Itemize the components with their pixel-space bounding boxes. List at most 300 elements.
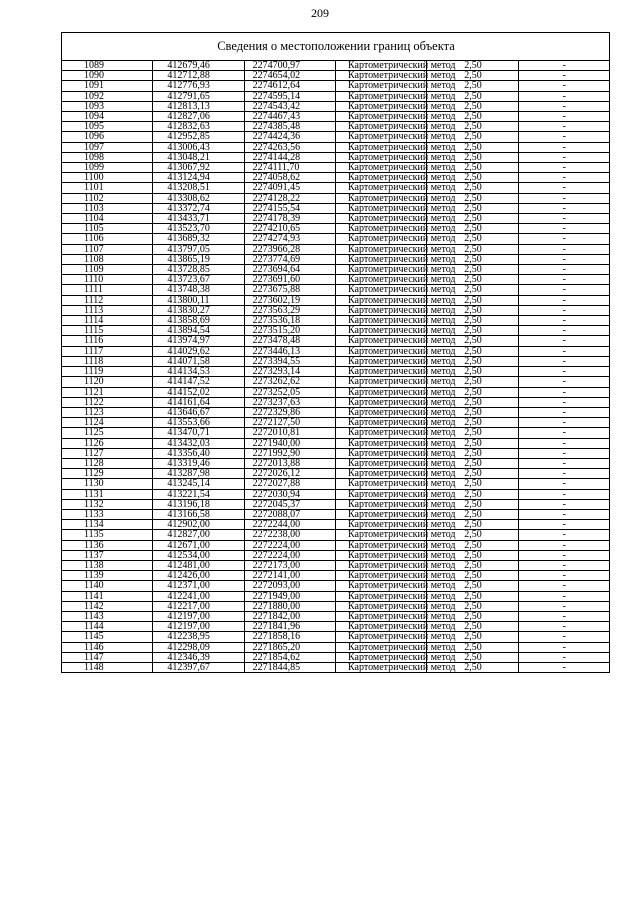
cell-accuracy: 2,50 xyxy=(427,71,518,81)
cell-accuracy: 2,50 xyxy=(427,571,518,581)
cell-method: Картометрический метод xyxy=(335,601,426,611)
cell-method: Картометрический метод xyxy=(335,509,426,519)
cell-description: - xyxy=(518,611,609,621)
table-row xyxy=(62,234,610,244)
cell-point-number: 1128 xyxy=(62,458,153,468)
cell-point-number: 1129 xyxy=(62,469,153,479)
cell-point-number: 1113 xyxy=(62,305,153,315)
cell-description: - xyxy=(518,122,609,132)
cell-coord-x: 413689,32 xyxy=(153,234,244,244)
cell-description: - xyxy=(518,601,609,611)
table-row xyxy=(62,244,610,254)
cell-coord-y: 2274091,45 xyxy=(244,183,335,193)
cell-description: - xyxy=(518,336,609,346)
table-row xyxy=(62,448,610,458)
table-row xyxy=(62,560,610,570)
cell-description: - xyxy=(518,265,609,275)
cell-point-number: 1123 xyxy=(62,407,153,417)
cell-point-number: 1093 xyxy=(62,101,153,111)
cell-coord-x: 412832,63 xyxy=(153,122,244,132)
cell-point-number: 1130 xyxy=(62,479,153,489)
cell-description: - xyxy=(518,367,609,377)
cell-point-number: 1115 xyxy=(62,326,153,336)
cell-accuracy: 2,50 xyxy=(427,193,518,203)
table-row xyxy=(62,418,610,428)
cell-point-number: 1107 xyxy=(62,244,153,254)
cell-coord-y: 2273536,18 xyxy=(244,316,335,326)
cell-method: Картометрический метод xyxy=(335,581,426,591)
cell-accuracy: 2,50 xyxy=(427,295,518,305)
table-row xyxy=(62,81,610,91)
cell-method: Картометрический метод xyxy=(335,418,426,428)
table-row xyxy=(62,662,610,672)
cell-method: Картометрический метод xyxy=(335,254,426,264)
table-row xyxy=(62,550,610,560)
cell-method: Картометрический метод xyxy=(335,387,426,397)
cell-description: - xyxy=(518,662,609,672)
cell-method: Картометрический метод xyxy=(335,336,426,346)
table-row xyxy=(62,101,610,111)
cell-coord-y: 2274612,64 xyxy=(244,81,335,91)
cell-accuracy: 2,50 xyxy=(427,601,518,611)
table-row xyxy=(62,112,610,122)
cell-method: Картометрический метод xyxy=(335,550,426,560)
cell-accuracy: 2,50 xyxy=(427,611,518,621)
cell-method: Картометрический метод xyxy=(335,244,426,254)
cell-description: - xyxy=(518,183,609,193)
cell-accuracy: 2,50 xyxy=(427,377,518,387)
table-row xyxy=(62,122,610,132)
cell-description: - xyxy=(518,193,609,203)
cell-description: - xyxy=(518,448,609,458)
cell-point-number: 1140 xyxy=(62,581,153,591)
cell-description: - xyxy=(518,560,609,570)
cell-accuracy: 2,50 xyxy=(427,367,518,377)
cell-coord-x: 412776,93 xyxy=(153,81,244,91)
table-row xyxy=(62,581,610,591)
cell-coord-y: 2272238,00 xyxy=(244,530,335,540)
table-row xyxy=(62,91,610,101)
cell-point-number: 1117 xyxy=(62,346,153,356)
cell-coord-y: 2273252,05 xyxy=(244,387,335,397)
cell-coord-y: 2274595,14 xyxy=(244,91,335,101)
cell-point-number: 1120 xyxy=(62,377,153,387)
cell-description: - xyxy=(518,581,609,591)
cell-accuracy: 2,50 xyxy=(427,520,518,530)
cell-description: - xyxy=(518,520,609,530)
table-row xyxy=(62,163,610,173)
cell-coord-x: 412813,13 xyxy=(153,101,244,111)
table-row xyxy=(62,326,610,336)
cell-accuracy: 2,50 xyxy=(427,101,518,111)
cell-description: - xyxy=(518,418,609,428)
cell-point-number: 1091 xyxy=(62,81,153,91)
table-row xyxy=(62,520,610,530)
cell-point-number: 1141 xyxy=(62,591,153,601)
cell-coord-x: 414071,58 xyxy=(153,356,244,366)
cell-method: Картометрический метод xyxy=(335,479,426,489)
cell-point-number: 1104 xyxy=(62,214,153,224)
cell-description: - xyxy=(518,489,609,499)
cell-coord-x: 413830,27 xyxy=(153,305,244,315)
cell-coord-x: 412241,00 xyxy=(153,591,244,601)
cell-accuracy: 2,50 xyxy=(427,285,518,295)
cell-accuracy: 2,50 xyxy=(427,152,518,162)
cell-method: Картометрический метод xyxy=(335,458,426,468)
table-row xyxy=(62,71,610,81)
cell-coord-x: 412481,00 xyxy=(153,560,244,570)
cell-method: Картометрический метод xyxy=(335,71,426,81)
cell-method: Картометрический метод xyxy=(335,407,426,417)
cell-method: Картометрический метод xyxy=(335,183,426,193)
cell-coord-x: 412397,67 xyxy=(153,662,244,672)
cell-method: Картометрический метод xyxy=(335,662,426,672)
cell-coord-y: 2271854,62 xyxy=(244,652,335,662)
cell-method: Картометрический метод xyxy=(335,163,426,173)
cell-accuracy: 2,50 xyxy=(427,183,518,193)
cell-coord-x: 413858,69 xyxy=(153,316,244,326)
cell-description: - xyxy=(518,112,609,122)
cell-accuracy: 2,50 xyxy=(427,560,518,570)
cell-description: - xyxy=(518,234,609,244)
cell-point-number: 1121 xyxy=(62,387,153,397)
table-row xyxy=(62,642,610,652)
cell-accuracy: 2,50 xyxy=(427,326,518,336)
cell-point-number: 1144 xyxy=(62,622,153,632)
table-row xyxy=(62,152,610,162)
cell-method: Картометрический метод xyxy=(335,91,426,101)
table-row xyxy=(62,479,610,489)
cell-description: - xyxy=(518,295,609,305)
cell-method: Картометрический метод xyxy=(335,326,426,336)
cell-description: - xyxy=(518,163,609,173)
cell-coord-x: 414134,53 xyxy=(153,367,244,377)
cell-coord-x: 412827,06 xyxy=(153,112,244,122)
cell-point-number: 1109 xyxy=(62,265,153,275)
cell-description: - xyxy=(518,397,609,407)
cell-method: Картометрический метод xyxy=(335,632,426,642)
cell-point-number: 1108 xyxy=(62,254,153,264)
cell-coord-x: 413124,94 xyxy=(153,173,244,183)
cell-point-number: 1148 xyxy=(62,662,153,672)
cell-coord-x: 412712,88 xyxy=(153,71,244,81)
table-row xyxy=(62,142,610,152)
cell-coord-y: 2274128,22 xyxy=(244,193,335,203)
cell-coord-y: 2272224,00 xyxy=(244,540,335,550)
cell-description: - xyxy=(518,71,609,81)
cell-accuracy: 2,50 xyxy=(427,275,518,285)
cell-method: Картометрический метод xyxy=(335,652,426,662)
cell-coord-y: 2271880,00 xyxy=(244,601,335,611)
cell-coord-y: 2274155,54 xyxy=(244,203,335,213)
cell-method: Картометрический метод xyxy=(335,611,426,621)
table-row xyxy=(62,530,610,540)
cell-method: Картометрический метод xyxy=(335,173,426,183)
cell-accuracy: 2,50 xyxy=(427,438,518,448)
cell-method: Картометрический метод xyxy=(335,530,426,540)
cell-accuracy: 2,50 xyxy=(427,122,518,132)
cell-accuracy: 2,50 xyxy=(427,581,518,591)
table-title: Сведения о местоположении границ объекта xyxy=(62,33,610,61)
cell-accuracy: 2,50 xyxy=(427,254,518,264)
cell-description: - xyxy=(518,254,609,264)
cell-accuracy: 2,50 xyxy=(427,336,518,346)
cell-coord-x: 413245,14 xyxy=(153,479,244,489)
cell-description: - xyxy=(518,387,609,397)
cell-method: Картометрический метод xyxy=(335,214,426,224)
cell-point-number: 1099 xyxy=(62,163,153,173)
cell-description: - xyxy=(518,509,609,519)
cell-coord-x: 413523,70 xyxy=(153,224,244,234)
table-row xyxy=(62,499,610,509)
table-row xyxy=(62,285,610,295)
cell-coord-y: 2272127,50 xyxy=(244,418,335,428)
cell-accuracy: 2,50 xyxy=(427,234,518,244)
table-row xyxy=(62,275,610,285)
cell-coord-x: 413067,92 xyxy=(153,163,244,173)
cell-accuracy: 2,50 xyxy=(427,346,518,356)
cell-coord-y: 2274210,65 xyxy=(244,224,335,234)
cell-coord-x: 413800,11 xyxy=(153,295,244,305)
cell-method: Картометрический метод xyxy=(335,285,426,295)
cell-method: Картометрический метод xyxy=(335,622,426,632)
cell-point-number: 1101 xyxy=(62,183,153,193)
cell-coord-y: 2273515,20 xyxy=(244,326,335,336)
cell-coord-y: 2273694,64 xyxy=(244,265,335,275)
cell-method: Картометрический метод xyxy=(335,122,426,132)
cell-accuracy: 2,50 xyxy=(427,489,518,499)
cell-coord-x: 412371,00 xyxy=(153,581,244,591)
boundary-table xyxy=(61,32,610,673)
cell-point-number: 1124 xyxy=(62,418,153,428)
cell-point-number: 1137 xyxy=(62,550,153,560)
cell-method: Картометрический метод xyxy=(335,397,426,407)
cell-point-number: 1127 xyxy=(62,448,153,458)
table-row xyxy=(62,265,610,275)
cell-coord-y: 2271865,20 xyxy=(244,642,335,652)
cell-description: - xyxy=(518,173,609,183)
cell-coord-y: 2271844,85 xyxy=(244,662,335,672)
table-row xyxy=(62,387,610,397)
cell-point-number: 1095 xyxy=(62,122,153,132)
cell-method: Картометрический метод xyxy=(335,377,426,387)
table-row xyxy=(62,591,610,601)
cell-method: Картометрический метод xyxy=(335,448,426,458)
cell-method: Картометрический метод xyxy=(335,203,426,213)
cell-point-number: 1112 xyxy=(62,295,153,305)
cell-coord-y: 2272329,86 xyxy=(244,407,335,417)
cell-method: Картометрический метод xyxy=(335,316,426,326)
cell-coord-x: 413221,54 xyxy=(153,489,244,499)
cell-accuracy: 2,50 xyxy=(427,418,518,428)
cell-method: Картометрический метод xyxy=(335,642,426,652)
cell-method: Картометрический метод xyxy=(335,356,426,366)
cell-accuracy: 2,50 xyxy=(427,173,518,183)
table-row xyxy=(62,407,610,417)
cell-accuracy: 2,50 xyxy=(427,540,518,550)
cell-method: Картометрический метод xyxy=(335,489,426,499)
cell-coord-y: 2272045,37 xyxy=(244,499,335,509)
cell-description: - xyxy=(518,285,609,295)
cell-point-number: 1111 xyxy=(62,285,153,295)
cell-point-number: 1135 xyxy=(62,530,153,540)
cell-accuracy: 2,50 xyxy=(427,265,518,275)
cell-coord-x: 413470,71 xyxy=(153,428,244,438)
cell-point-number: 1134 xyxy=(62,520,153,530)
cell-method: Картометрический метод xyxy=(335,499,426,509)
cell-point-number: 1090 xyxy=(62,71,153,81)
cell-coord-y: 2273563,29 xyxy=(244,305,335,315)
cell-description: - xyxy=(518,142,609,152)
cell-coord-y: 2273478,48 xyxy=(244,336,335,346)
cell-accuracy: 2,50 xyxy=(427,662,518,672)
cell-coord-x: 413319,46 xyxy=(153,458,244,468)
cell-accuracy: 2,50 xyxy=(427,530,518,540)
cell-method: Картометрический метод xyxy=(335,61,426,71)
cell-accuracy: 2,50 xyxy=(427,81,518,91)
table-row xyxy=(62,632,610,642)
cell-coord-x: 413356,40 xyxy=(153,448,244,458)
cell-coord-y: 2274700,97 xyxy=(244,61,335,71)
cell-coord-y: 2272027,88 xyxy=(244,479,335,489)
cell-method: Картометрический метод xyxy=(335,224,426,234)
cell-coord-y: 2273966,28 xyxy=(244,244,335,254)
cell-method: Картометрический метод xyxy=(335,540,426,550)
cell-accuracy: 2,50 xyxy=(427,407,518,417)
table-row xyxy=(62,652,610,662)
cell-coord-x: 413797,05 xyxy=(153,244,244,254)
cell-coord-y: 2273774,69 xyxy=(244,254,335,264)
cell-coord-x: 413308,62 xyxy=(153,193,244,203)
cell-point-number: 1122 xyxy=(62,397,153,407)
cell-point-number: 1146 xyxy=(62,642,153,652)
table-row xyxy=(62,469,610,479)
table-row xyxy=(62,254,610,264)
cell-coord-x: 412197,00 xyxy=(153,622,244,632)
cell-method: Картометрический метод xyxy=(335,346,426,356)
cell-coord-x: 412671,00 xyxy=(153,540,244,550)
cell-coord-y: 2273691,60 xyxy=(244,275,335,285)
cell-coord-y: 2274424,36 xyxy=(244,132,335,142)
cell-description: - xyxy=(518,224,609,234)
cell-coord-x: 414029,62 xyxy=(153,346,244,356)
cell-accuracy: 2,50 xyxy=(427,244,518,254)
cell-method: Картометрический метод xyxy=(335,265,426,275)
page-number: 209 xyxy=(311,6,329,20)
cell-point-number: 1096 xyxy=(62,132,153,142)
table-row xyxy=(62,214,610,224)
cell-method: Картометрический метод xyxy=(335,367,426,377)
cell-description: - xyxy=(518,540,609,550)
cell-coord-x: 413553,66 xyxy=(153,418,244,428)
cell-coord-x: 412217,00 xyxy=(153,601,244,611)
cell-method: Картометрический метод xyxy=(335,275,426,285)
table-row xyxy=(62,611,610,621)
cell-method: Картометрический метод xyxy=(335,438,426,448)
cell-coord-x: 413646,67 xyxy=(153,407,244,417)
cell-coord-x: 412679,46 xyxy=(153,61,244,71)
cell-coord-y: 2273675,88 xyxy=(244,285,335,295)
cell-description: - xyxy=(518,499,609,509)
cell-point-number: 1102 xyxy=(62,193,153,203)
table-row xyxy=(62,61,610,71)
cell-description: - xyxy=(518,346,609,356)
cell-description: - xyxy=(518,550,609,560)
cell-point-number: 1110 xyxy=(62,275,153,285)
cell-point-number: 1147 xyxy=(62,652,153,662)
cell-description: - xyxy=(518,652,609,662)
cell-coord-y: 2272173,00 xyxy=(244,560,335,570)
cell-coord-x: 413287,98 xyxy=(153,469,244,479)
cell-accuracy: 2,50 xyxy=(427,642,518,652)
table-row xyxy=(62,295,610,305)
cell-coord-x: 414161,64 xyxy=(153,397,244,407)
table-row xyxy=(62,458,610,468)
cell-coord-y: 2274111,70 xyxy=(244,163,335,173)
cell-accuracy: 2,50 xyxy=(427,132,518,142)
cell-point-number: 1118 xyxy=(62,356,153,366)
cell-accuracy: 2,50 xyxy=(427,428,518,438)
cell-point-number: 1133 xyxy=(62,509,153,519)
cell-method: Картометрический метод xyxy=(335,295,426,305)
cell-point-number: 1100 xyxy=(62,173,153,183)
cell-method: Картометрический метод xyxy=(335,305,426,315)
table-row xyxy=(62,132,610,142)
table-row xyxy=(62,377,610,387)
table-row xyxy=(62,571,610,581)
cell-accuracy: 2,50 xyxy=(427,632,518,642)
cell-coord-x: 413166,58 xyxy=(153,509,244,519)
cell-coord-x: 412952,85 xyxy=(153,132,244,142)
cell-accuracy: 2,50 xyxy=(427,469,518,479)
cell-description: - xyxy=(518,91,609,101)
table-row xyxy=(62,489,610,499)
cell-coord-x: 414152,02 xyxy=(153,387,244,397)
cell-coord-y: 2273394,55 xyxy=(244,356,335,366)
table-row xyxy=(62,305,610,315)
cell-point-number: 1131 xyxy=(62,489,153,499)
cell-accuracy: 2,50 xyxy=(427,622,518,632)
cell-accuracy: 2,50 xyxy=(427,305,518,315)
table-row xyxy=(62,336,610,346)
cell-accuracy: 2,50 xyxy=(427,214,518,224)
table-row xyxy=(62,367,610,377)
cell-point-number: 1125 xyxy=(62,428,153,438)
cell-accuracy: 2,50 xyxy=(427,397,518,407)
cell-coord-x: 414147,52 xyxy=(153,377,244,387)
cell-point-number: 1126 xyxy=(62,438,153,448)
cell-method: Картометрический метод xyxy=(335,81,426,91)
cell-point-number: 1136 xyxy=(62,540,153,550)
cell-accuracy: 2,50 xyxy=(427,550,518,560)
table-row xyxy=(62,346,610,356)
cell-description: - xyxy=(518,469,609,479)
cell-description: - xyxy=(518,132,609,142)
cell-accuracy: 2,50 xyxy=(427,316,518,326)
table-row xyxy=(62,203,610,213)
cell-description: - xyxy=(518,275,609,285)
cell-coord-x: 412238,95 xyxy=(153,632,244,642)
cell-description: - xyxy=(518,571,609,581)
cell-coord-y: 2274654,02 xyxy=(244,71,335,81)
cell-coord-x: 413208,51 xyxy=(153,183,244,193)
cell-coord-x: 412902,00 xyxy=(153,520,244,530)
cell-point-number: 1139 xyxy=(62,571,153,581)
cell-point-number: 1142 xyxy=(62,601,153,611)
cell-coord-x: 413372,74 xyxy=(153,203,244,213)
cell-accuracy: 2,50 xyxy=(427,142,518,152)
cell-point-number: 1105 xyxy=(62,224,153,234)
